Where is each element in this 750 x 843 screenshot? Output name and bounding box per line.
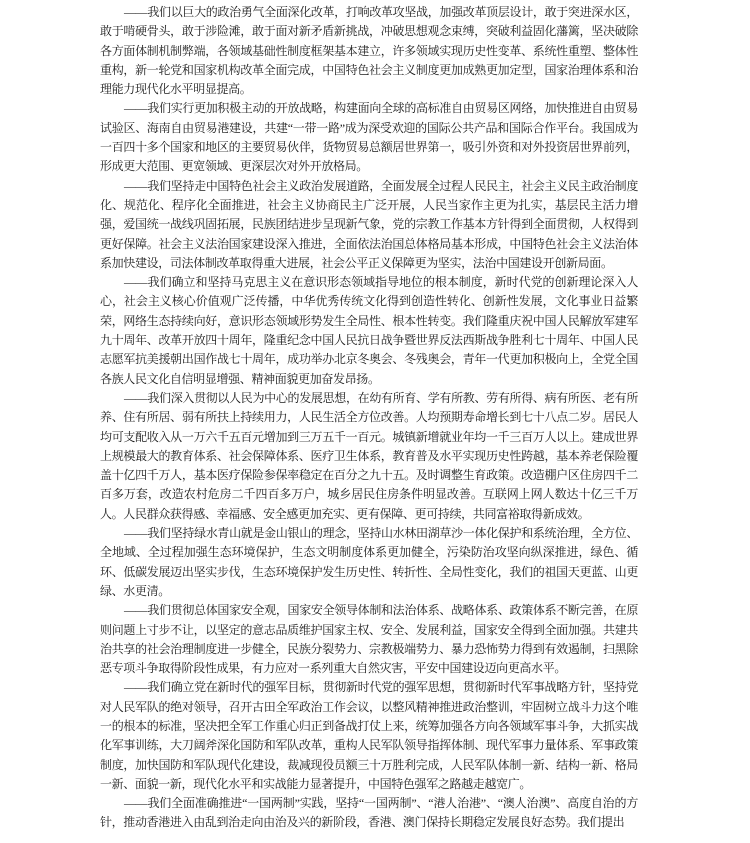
paragraph: ——我们确立和坚持马克思主义在意识形态领域指导地位的根本制度，新时代党的创新理论深入人心，社会主义核心价值观广泛传播，中华优秀传统文化得到创造性转化、创新性发展，文化事业日益繁荣，网络生态持续向好，意识形态领域形势发生全局性、根本性转变。我们隆重庆祝中国人民解放军建军九十周年、改革开放四十周年，隆重纪念中国人民抗日战争暨世界反法西斯战争胜利七十周年、中国人民志愿军抗美援朝出国作战七十周年，成功举办北京冬奥会、冬残奥会，青年一代更加积极向上，全党全国各族人民文化自信明显增强、精神面貌更加奋发昂扬。: [100, 275, 638, 386]
paragraph: ——我们全面准确推进“一国两制”实践，坚持“一国两制”、“港人治港”、“澳人治澳”、高度自治的方针，推动香港进入由乱到治走向由治及兴的新阶段，香港、澳门保持长期稳定发展良好态势。我们提出: [100, 796, 638, 830]
paragraph: ——我们深入贯彻以人民为中心的发展思想，在幼有所育、学有所教、劳有所得、病有所医、老有所养、住有所居、弱有所扶上持续用力，人民生活全方位改善。人均预期寿命增长到七十八点二岁。居民人均可支配收入从一万六千五百元增加到三万五千一百元。城镇新增就业年均一千三百万人以上。建成世界上规模最大的教育体系、社会保障体系、医疗卫生体系，教育普及水平实现历史性跨越，基本养老保险覆盖十亿四千万人，基本医疗保险参保率稳定在百分之九十五。及时调整生育政策。改造棚户区住房四千二百多万套，改造农村危房二千四百多万户，城乡居民住房条件明显改善。互联网上网人数达十亿三千万人。人民群众获得感、幸福感、安全感更加充实、更有保障、更可持续，共同富裕取得新成效。: [100, 390, 638, 521]
paragraph: ——我们以巨大的政治勇气全面深化改革，打响改革攻坚战，加强改革顶层设计，敢于突进深水区，敢于啃硬骨头，敢于涉险滩，敢于面对新矛盾新挑战，冲破思想观念束缚，突破利益固化藩篱，坚决破除各方面体制机制弊端，各领域基础性制度框架基本建立，许多领域实现历史性变革、系统性重塑、整体性重构，新一轮党和国家机构改革全面完成，中国特色社会主义制度更加成熟更加定型，国家治理体系和治理能力现代化水平明显提高。: [100, 5, 638, 97]
paragraph: ——我们坚持绿水青山就是金山银山的理念，坚持山水林田湖草沙一体化保护和系统治理，全方位、全地域、全过程加强生态环境保护，生态文明制度体系更加健全，污染防治攻坚向纵深推进，绿色、循环、低碳发展迈出坚实步伐，生态环境保护发生历史性、转折性、全局性变化，我们的祖国天更蓝、山更绿、水更清。: [100, 526, 638, 598]
paragraph: ——我们实行更加积极主动的开放战略，构建面向全球的高标准自由贸易区网络，加快推进自由贸易试验区、海南自由贸易港建设，共建“一带一路”成为深受欢迎的国际公共产品和国际合作平台。我国成为一百四十多个国家和地区的主要贸易伙伴，货物贸易总额居世界第一，吸引外资和对外投资居世界前列，形成更大范围、更宽领域、更深层次对外开放格局。: [100, 101, 638, 174]
paragraph: ——我们确立党在新时代的强军目标，贯彻新时代党的强军思想，贯彻新时代军事战略方针，坚持党对人民军队的绝对领导，召开古田全军政治工作会议，以整风精神推进政治整训，牢固树立战斗力这个唯一的根本的标准，坚决把全军工作重心归正到备战打仗上来，统筹加强各方向各领域军事斗争，大抓实战化军事训练，大刀阔斧深化国防和军队改革，重构人民军队领导指挥体制、现代军事力量体系、军事政策制度，加快国防和军队现代化建设，裁减现役员额三十万胜利完成，人民军队体制一新、结构一新、格局一新、面貌一新，现代化水平和实战能力显著提升，中国特色强军之路越走越宽广。: [100, 680, 638, 791]
paragraph: ——我们坚持走中国特色社会主义政治发展道路，全面发展全过程人民民主，社会主义民主政治制度化、规范化、程序化全面推进，社会主义协商民主广泛开展，人民当家作主更为扎实，基层民主活力增强，爱国统一战线巩固拓展，民族团结进步呈现新气象，党的宗教工作基本方针得到全面贯彻，人权得到更好保障。社会主义法治国家建设深入推进，全面依法治国总体格局基本形成，中国特色社会主义法治体系加快建设，司法体制改革取得重大进展，社会公平正义保障更为坚实，法治中国建设开创新局面。: [100, 178, 638, 270]
paragraph: ——我们贯彻总体国家安全观，国家安全领导体制和法治体系、战略体系、政策体系不断完善，在原则问题上寸步不让，以坚定的意志品质维护国家主权、安全、发展利益，国家安全得到全面加强。共建共治共享的社会治理制度进一步健全，民族分裂势力、宗教极端势力、暴力恐怖势力得到有效遏制，扫黑除恶专项斗争取得阶段性成果，有力应对一系列重大自然灾害，平安中国建设迈向更高水平。: [100, 603, 638, 676]
